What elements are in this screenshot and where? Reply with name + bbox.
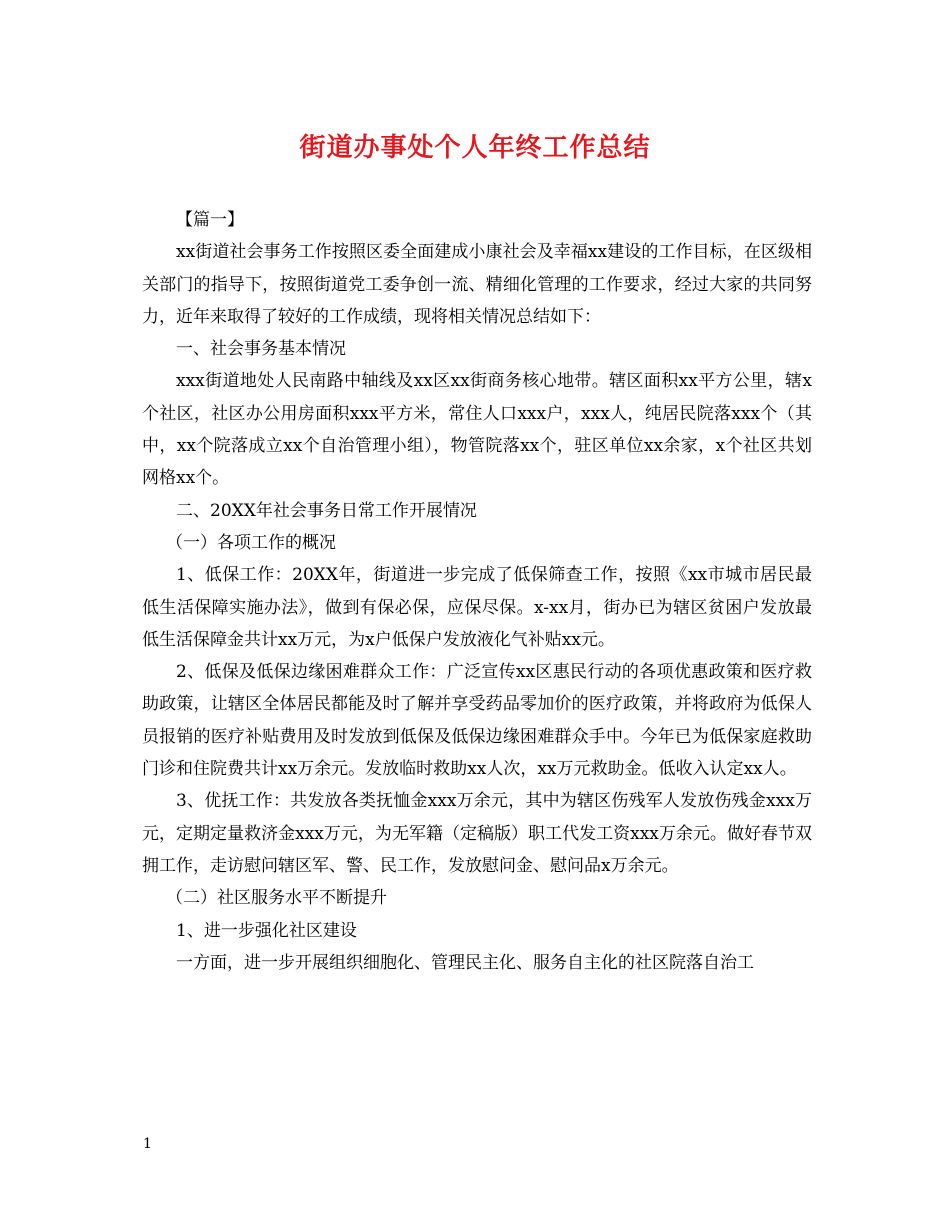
- subsection-heading: （一）各项工作的概况: [166, 532, 336, 553]
- body-paragraph: 一方面，进一步开展组织细胞化、管理民主化、服务自主化的社区院落自治工: [176, 952, 754, 973]
- body-paragraph: 2、低保及低保边缘困难群众工作：广泛宣传xx区惠民行动的各项优惠政策和医疗救助政策，让辖区全体居民都能及时了解并享受药品零加价的医疗政策，并将政府为低保人员报销的医疗补贴费用及时发放到低保及低保边缘困难群众手中。今年已为低保家庭救助门诊和住院费共计xx万余元。发放临时救助xx人次，xx万元救助金。低收入认定xx人。: [142, 662, 812, 780]
- body-paragraph: 1、低保工作：20XX年，街道进一步完成了低保筛查工作，按照《xx市城市居民最低生活保障实施办法》，做到有保必保，应保尽保。x-xx月，街办已为辖区贫困户发放最低生活保障金共计xx万元，为x户低保户发放液化气补贴xx元。: [142, 565, 812, 650]
- body-paragraph: xx街道社会事务工作按照区委全面建成小康社会及幸福xx建设的工作目标，在区级相关部门的指导下，按照街道党工委争创一流、精细化管理的工作要求，经过大家的共同努力，近年来取得了较好的工作成绩，现将相关情况总结如下：: [142, 242, 812, 327]
- section-heading: 一、社会事务基本情况: [176, 339, 346, 360]
- item-heading: 1、进一步强化社区建设: [176, 920, 357, 941]
- section-heading-part-one: 【篇一】: [176, 210, 244, 230]
- body-paragraph: 3、优抚工作：共发放各类抚恤金xxx万余元，其中为辖区伤残军人发放伤残金xxx万元，定期定量救济金xxx万元，为无军籍（定稿版）职工代发工资xxx万余元。做好春节双拥工作，走访慰问辖区军、警、民工作，发放慰问金、慰问品x万余元。: [142, 791, 812, 876]
- page-number: 1: [143, 1136, 152, 1152]
- body-paragraph: xxx街道地处人民南路中轴线及xx区xx街商务核心地带。辖区面积xx平方公里，辖x个社区，社区办公用房面积xxx平方米，常住人口xxx户，xxx人，纯居民院落xxx个（其中，xx个院落成立xx个自治管理小组），物管院落xx个，驻区单位xx余家，x个社区共划网格xx个。: [142, 371, 812, 489]
- page-title: 街道办事处个人年终工作总结: [299, 133, 651, 163]
- subsection-heading: （二）社区服务水平不断提升: [166, 888, 387, 909]
- document-body: [142, 204, 812, 979]
- section-heading: 二、20XX年社会事务日常工作开展情况: [176, 500, 477, 521]
